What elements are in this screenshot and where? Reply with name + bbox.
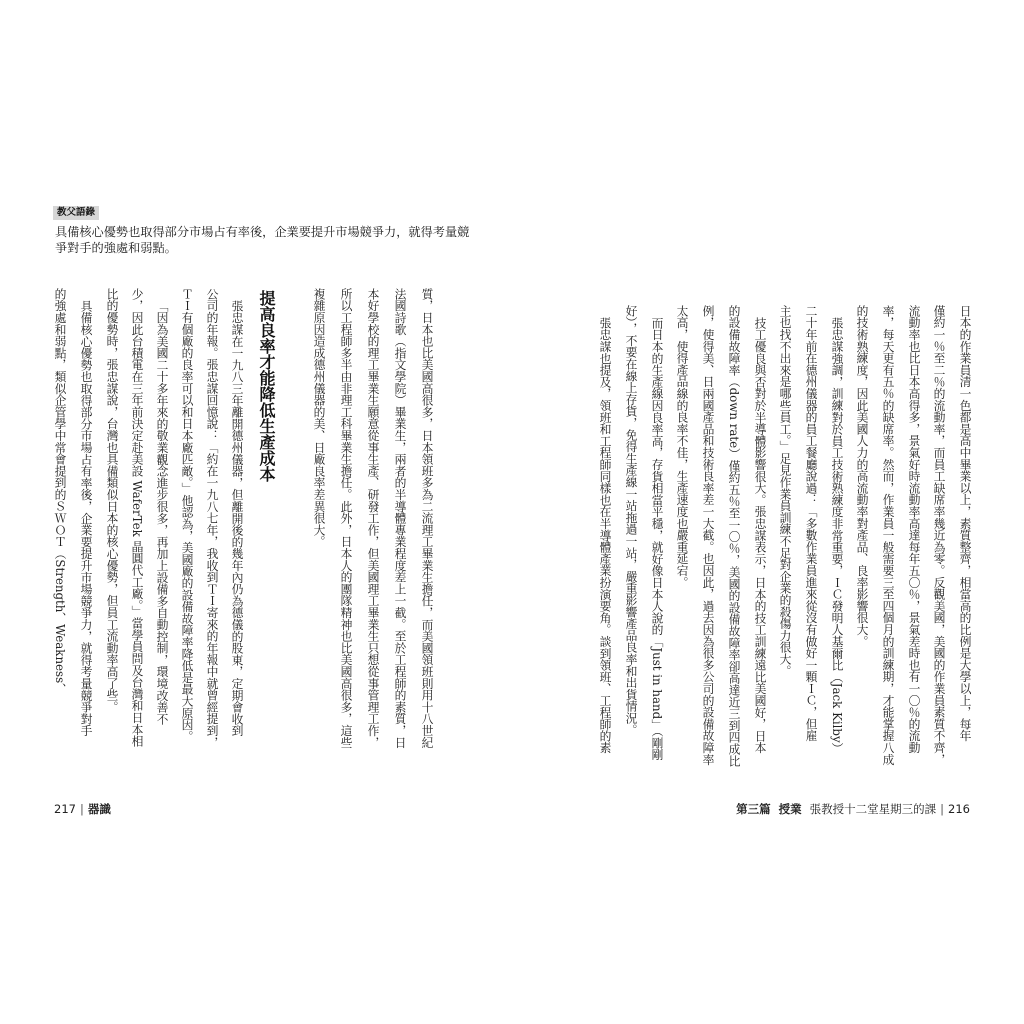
footer-part: 第三篇 bbox=[736, 802, 771, 816]
text-column: 「因為美國二十多年來的敬業觀念進步很多，再加上設備多自動控制，環境改善不 bbox=[155, 299, 169, 725]
quote-line: 爭對手的強處和弱點。 bbox=[55, 241, 177, 255]
text-column: 張忠謀也提及，領班和工程師同樣也在半導體產業扮演要角。談到領班、工程師的素 bbox=[598, 316, 612, 754]
page-footer-right bbox=[736, 802, 970, 816]
text-column: 比的優勢時，張忠謀說，台灣也具備類似日本的核心優勢，但員工流動率高了些。 bbox=[105, 288, 119, 713]
text-column: 好），不要在線上存貨，免得生產線一站拖過一站，嚴重影響產品良率和出貨情況。 bbox=[624, 305, 638, 736]
text-column: 張忠謀強調，訓練對於員工技術熟練度非常重要，ＩＣ發明人基爾比（Jack Kilby） bbox=[830, 316, 844, 755]
text-column: 本好學校的理工畢業生願意從事生產、研發工作，但美國理工畢業生只想從事管理工作， bbox=[366, 288, 380, 749]
text-column: 質，日本也比美國高很多，日本領班多為二流理工畢業生擔任，而美國領班則用十八世紀 bbox=[420, 288, 434, 749]
section-heading: 提高良率才能降低生產成本 bbox=[257, 290, 276, 482]
quote-label: 教父語錄 bbox=[53, 206, 99, 220]
text-column: 法國詩歌（指文學院）畢業生，兩者的半導體專業程度差上一截。至於工程師的素質，日 bbox=[393, 288, 407, 749]
text-column: 少，因此台積電在三年前決定赴美設 WaferTek 晶圓代工廠。」當學員問及台灣和日本相 bbox=[130, 288, 144, 748]
footer-part-title: 授業 bbox=[778, 802, 802, 816]
text-column: 率，每天更有五％的缺席率。然而，作業員一般需要三至四個月的訓練期，才能掌握八成 bbox=[881, 305, 895, 766]
text-column: ＴＩ有個廠的良率可以和日本廠匹敵。」他認為，美國廠的設備故障率降低是最大原因。 bbox=[180, 288, 194, 743]
text-column: 流動率也比日本高得多，景氣好時流動率高達每年五〇％，景氣差時也有一〇％的流動 bbox=[907, 305, 921, 754]
text-column: 的技術熟練度，因此美國人力的高流動率對產品、良率影響很大。 bbox=[855, 305, 869, 648]
text-column: 太高，使得產品線的良率不佳，生產速度也嚴重延宕。 bbox=[675, 305, 689, 589]
text-column: 的設備故障率（down rate）僅約五％至一〇％，美國的設備故障率卻高達近三到四成比 bbox=[727, 305, 741, 767]
quote-line: 具備核心優勢也取得部分市場占有率後，企業要提升市場競爭力，就得考量競 bbox=[55, 225, 470, 239]
page-number: 216 bbox=[948, 802, 970, 816]
text-column: 複雜原因造成德州儀器的美、日廠良率差異很大。 bbox=[312, 288, 326, 548]
text-column: 所以工程師多半由非理工科畢業生擔任。此外，日本人的團隊精神也比美國高很多，這些 bbox=[339, 288, 353, 749]
text-column: 日本的作業員清一色都是高中畢業以上，素質整齊，相當高的比例是大學以上，每年 bbox=[958, 305, 972, 742]
footer-section: 器識 bbox=[87, 802, 111, 816]
text-column: 技工優良與否對於半導體影響很大。張忠謀表示，日本的技工訓練遠比美國好，日本 bbox=[753, 316, 767, 754]
text-column: 二十年前在德州儀器的員工餐廳說過：「多數作業員進來從沒有做好一顆ＩＣ，但雇 bbox=[804, 305, 818, 742]
text-column: 而日本的生產線因良率高，存貨相當平穩，就好像日本人說的「Just in hand」（剛剛 bbox=[650, 316, 664, 761]
text-column: 僅約一％至二％的流動率，而員工缺席率幾近為零。反觀美國，美國的作業員素質不齊， bbox=[932, 305, 946, 766]
text-column: 張忠謀在一九八三年離開德州儀器，但離開後的幾年內仍為德儀的股東，定期會收到 bbox=[230, 299, 244, 737]
text-column: 的強處和弱點，類似企管學中常會提到的ＳＷＯＴ（Strength、Weakness、 bbox=[53, 288, 67, 695]
text-column: 主也找不出來是哪些員工。」足見作業員訓練不足對企業的殺傷力很大。 bbox=[778, 305, 792, 677]
footer-separator: | bbox=[79, 802, 84, 816]
page-number: 217 bbox=[54, 802, 76, 816]
text-column: 公司的年報。張忠謀回憶說：「約在一九八七年，我收到ＴＩ寄來的年報中就曾經提到， bbox=[205, 288, 219, 749]
footer-series-title: 張教授十二堂星期三的課 bbox=[809, 802, 937, 816]
text-column: 具備核心優勢也取得部分市場占有率後，企業要提升市場競爭力，就得考量競爭對手 bbox=[79, 299, 93, 737]
footer-separator: | bbox=[940, 802, 945, 816]
page-footer-left bbox=[54, 802, 111, 816]
text-column: 例，使得美、日兩國產品和技術良率差一大截。也因此，過去因為很多公司的設備故障率 bbox=[701, 305, 715, 766]
